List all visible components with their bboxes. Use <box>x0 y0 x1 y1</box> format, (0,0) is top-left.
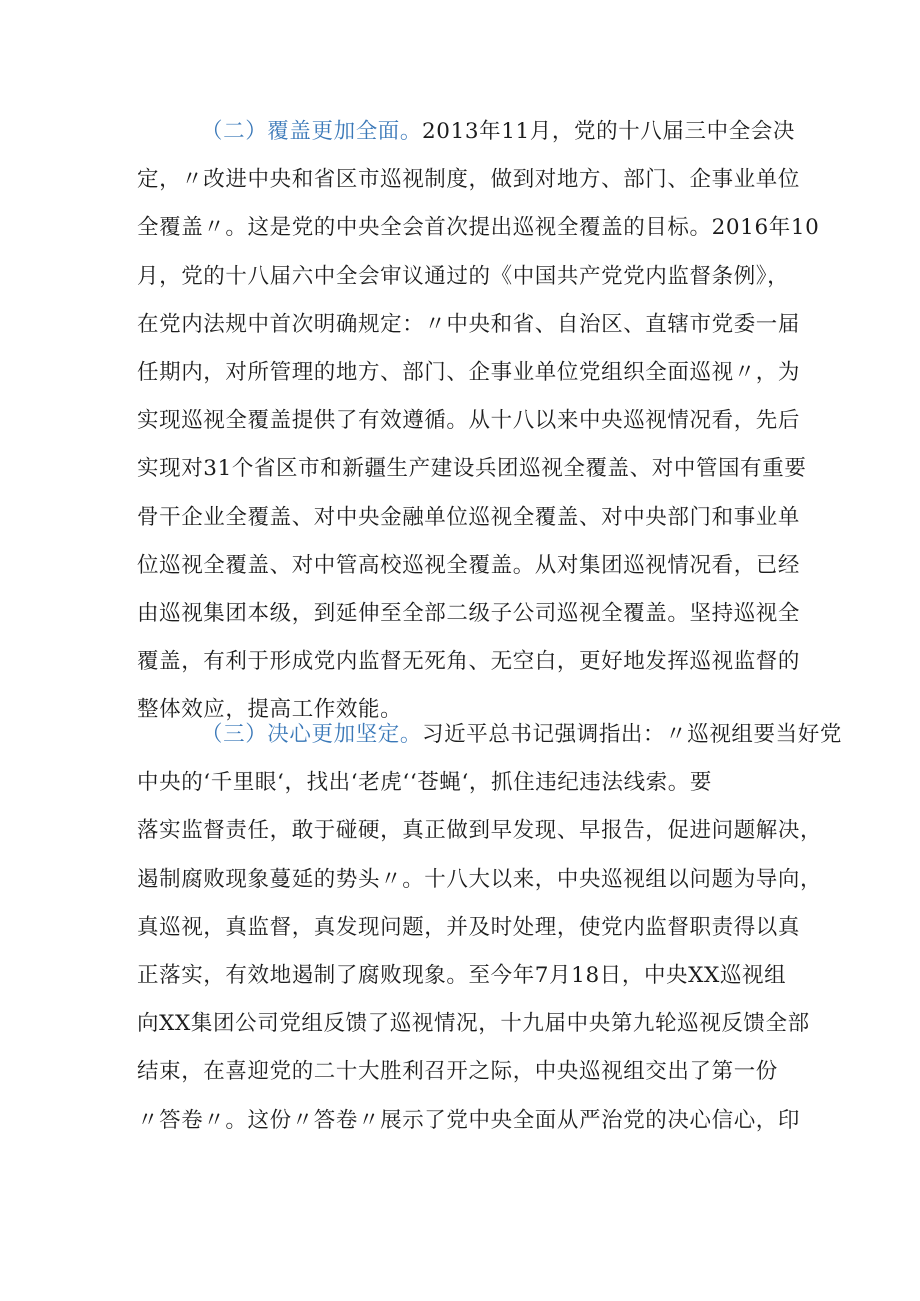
paragraph-line: 定，〃改进中央和省区市巡视制度，做到对地方、部门、企事业单位 <box>137 167 801 193</box>
paragraph-line: 覆盖，有利于形成党内监督无死角、无空白，更好地发挥巡视监督的 <box>137 649 801 675</box>
paragraph-line: 向XX集团公司党组反馈了巡视情况，十九届中央第九轮巡视反馈全部 <box>137 1011 810 1037</box>
section-heading-determination: （三）决心更加坚定。 <box>201 722 423 747</box>
paragraph-line: 结束，在喜迎党的二十大胜利召开之际，中央巡视组交出了第一份 <box>137 1059 778 1085</box>
paragraph-line: 由巡视集团本级，到延伸至全部二级子公司巡视全覆盖。坚持巡视全 <box>137 601 801 627</box>
paragraph-determination <box>137 711 842 1145</box>
paragraph-line: 任期内，对所管理的地方、部门、企事业单位党组织全面巡视〃，为 <box>137 360 801 386</box>
paragraph-line: 〃答卷〃。这份〃答卷〃展示了党中央全面从严治党的决心信心，印 <box>137 1107 801 1133</box>
section-heading-coverage: （二）覆盖更加全面。 <box>201 119 423 144</box>
paragraph-line: （三）决心更加坚定。习近平总书记强调指出：〃巡视组要当好党 <box>201 722 842 747</box>
paragraph-line: 整体效应，提高工作效能。 <box>137 697 403 723</box>
paragraph-line: （二）覆盖更加全面。2013年11月，党的十八届三中全会决 <box>201 119 795 144</box>
paragraph-line: 实现巡视全覆盖提供了有效遵循。从十八以来中央巡视情况看，先后 <box>137 408 801 434</box>
paragraph-line: 真巡视，真监督，真发现问题，并及时处理，使党内监督职责得以真 <box>137 914 801 940</box>
paragraph-line: 中央的‘千里眼‘，找出‘老虎‘‘苍蝇‘，抓住违纪违法线索。要 <box>137 770 713 796</box>
paragraph-line: 位巡视全覆盖、对中管高校巡视全覆盖。从对集团巡视情况看，已经 <box>137 552 801 578</box>
paragraph-line: 实现对31个省区市和新疆生产建设兵团巡视全覆盖、对中管国有重要 <box>137 456 807 482</box>
paragraph-line: 落实监督责任，敢于碰硬，真正做到早发现、早报告，促进问题解决， <box>137 818 823 844</box>
paragraph-line: 正落实，有效地遏制了腐败现象。至今年7月18日，中央XX巡视组 <box>137 963 787 989</box>
paragraph-line: 全覆盖〃。这是党的中央全会首次提出巡视全覆盖的目标。2016年10 <box>137 215 820 241</box>
paragraph-line: 在党内法规中首次明确规定：〃中央和省、自治区、直辖市党委一届 <box>137 311 801 337</box>
paragraph-line: 遏制腐败现象蔓延的势头〃。十八大以来，中央巡视组以问题为导向， <box>137 866 823 892</box>
paragraph-line: 月，党的十八届六中全会审议通过的《中国共产党党内监督条例》， <box>137 263 790 289</box>
paragraph-line: 骨干企业全覆盖、对中央金融单位巡视全覆盖、对中央部门和事业单 <box>137 504 801 530</box>
